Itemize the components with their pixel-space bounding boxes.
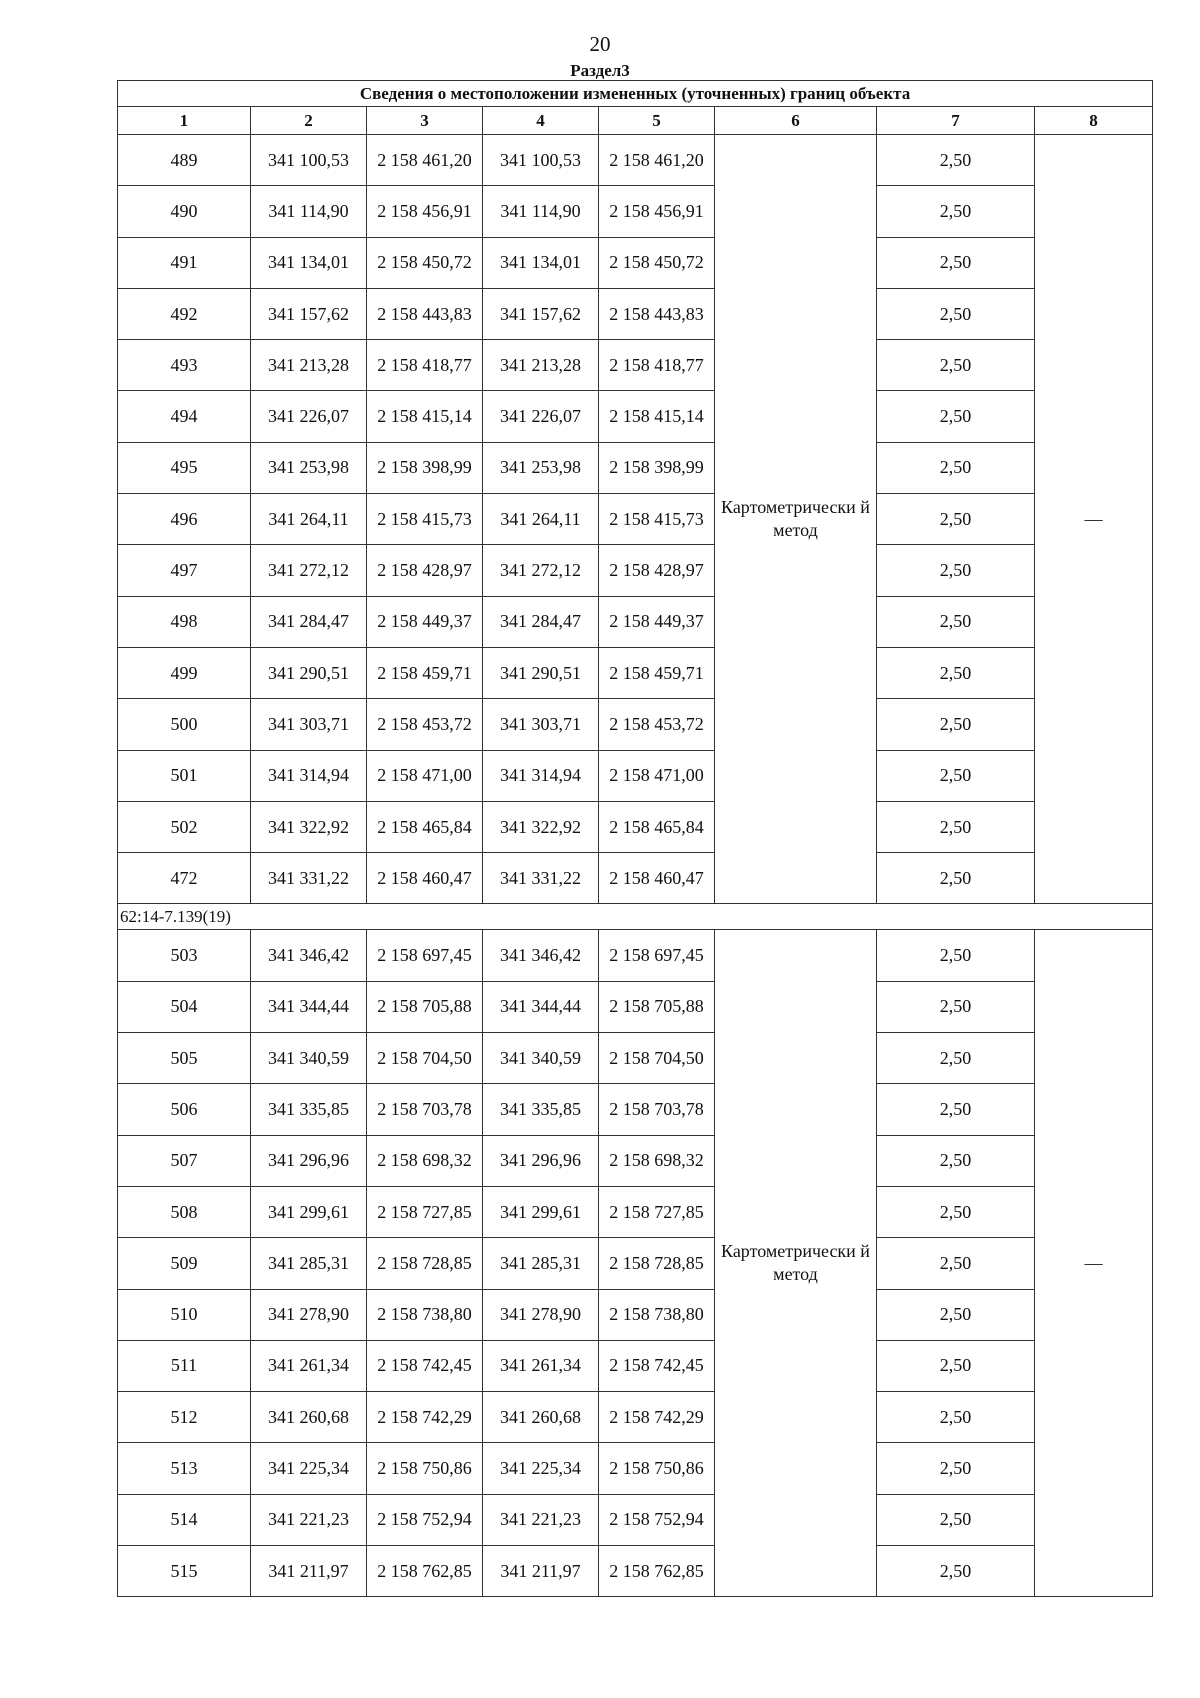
table-row [118,750,1153,801]
point-number: 506 [118,1084,251,1135]
x-old: 341 346,42 [251,930,367,981]
x-old: 341 335,85 [251,1084,367,1135]
x-new: 341 261,34 [483,1340,599,1391]
y-old: 2 158 449,37 [367,596,483,647]
point-number: 497 [118,545,251,596]
y-old: 2 158 752,94 [367,1494,483,1545]
y-new: 2 158 418,77 [599,340,715,391]
column-number: 7 [877,107,1035,135]
point-number: 505 [118,1033,251,1084]
point-number: 500 [118,699,251,750]
x-new: 341 114,90 [483,186,599,237]
y-new: 2 158 750,86 [599,1443,715,1494]
x-old: 341 331,22 [251,853,367,904]
point-number: 492 [118,288,251,339]
point-number: 499 [118,647,251,698]
accuracy-value: 2,50 [877,801,1035,852]
x-new: 341 340,59 [483,1033,599,1084]
method-cell: Картометрически й метод [715,930,877,1597]
point-number: 494 [118,391,251,442]
x-new: 341 226,07 [483,391,599,442]
point-number: 490 [118,186,251,237]
point-number: 513 [118,1443,251,1494]
x-old: 341 299,61 [251,1186,367,1237]
accuracy-value: 2,50 [877,237,1035,288]
column-number: 2 [251,107,367,135]
table-row [118,340,1153,391]
y-new: 2 158 698,32 [599,1135,715,1186]
point-number: 515 [118,1546,251,1597]
x-old: 341 322,92 [251,801,367,852]
column-number: 3 [367,107,483,135]
y-new: 2 158 415,73 [599,494,715,545]
accuracy-value: 2,50 [877,1238,1035,1289]
accuracy-value: 2,50 [877,750,1035,801]
y-old: 2 158 450,72 [367,237,483,288]
x-new: 341 299,61 [483,1186,599,1237]
accuracy-value: 2,50 [877,1084,1035,1135]
y-old: 2 158 742,45 [367,1340,483,1391]
x-old: 341 211,97 [251,1546,367,1597]
x-old: 341 285,31 [251,1238,367,1289]
y-old: 2 158 428,97 [367,545,483,596]
y-old: 2 158 727,85 [367,1186,483,1237]
accuracy-value: 2,50 [877,699,1035,750]
x-new: 341 344,44 [483,981,599,1032]
table-row [118,1186,1153,1237]
point-number: 502 [118,801,251,852]
table-caption: Сведения о местоположении измененных (уточненных) границ объекта [118,81,1153,107]
x-old: 341 344,44 [251,981,367,1032]
accuracy-value: 2,50 [877,391,1035,442]
x-old: 341 226,07 [251,391,367,442]
x-old: 341 260,68 [251,1392,367,1443]
accuracy-value: 2,50 [877,1289,1035,1340]
y-new: 2 158 742,45 [599,1340,715,1391]
y-new: 2 158 450,72 [599,237,715,288]
accuracy-value: 2,50 [877,1033,1035,1084]
y-old: 2 158 698,32 [367,1135,483,1186]
point-number: 511 [118,1340,251,1391]
y-new: 2 158 428,97 [599,545,715,596]
x-new: 341 260,68 [483,1392,599,1443]
y-old: 2 158 728,85 [367,1238,483,1289]
accuracy-value: 2,50 [877,494,1035,545]
accuracy-value: 2,50 [877,1443,1035,1494]
x-old: 341 340,59 [251,1033,367,1084]
note-cell: — [1035,135,1153,904]
y-old: 2 158 465,84 [367,801,483,852]
accuracy-value: 2,50 [877,1340,1035,1391]
point-number: 512 [118,1392,251,1443]
x-new: 341 134,01 [483,237,599,288]
point-number: 514 [118,1494,251,1545]
point-number: 493 [118,340,251,391]
y-new: 2 158 705,88 [599,981,715,1032]
y-new: 2 158 727,85 [599,1186,715,1237]
x-old: 341 303,71 [251,699,367,750]
y-new: 2 158 453,72 [599,699,715,750]
table-row [118,1135,1153,1186]
point-number: 507 [118,1135,251,1186]
y-new: 2 158 742,29 [599,1392,715,1443]
accuracy-value: 2,50 [877,1392,1035,1443]
point-number: 510 [118,1289,251,1340]
table-row [118,1340,1153,1391]
y-old: 2 158 703,78 [367,1084,483,1135]
table-row [118,494,1153,545]
point-number: 472 [118,853,251,904]
x-old: 341 290,51 [251,647,367,698]
accuracy-value: 2,50 [877,288,1035,339]
x-new: 341 346,42 [483,930,599,981]
y-new: 2 158 728,85 [599,1238,715,1289]
accuracy-value: 2,50 [877,930,1035,981]
table-row [118,699,1153,750]
x-new: 341 322,92 [483,801,599,852]
y-new: 2 158 449,37 [599,596,715,647]
y-old: 2 158 697,45 [367,930,483,981]
y-new: 2 158 704,50 [599,1033,715,1084]
y-old: 2 158 705,88 [367,981,483,1032]
table-row [118,1546,1153,1597]
column-number: 1 [118,107,251,135]
point-number: 498 [118,596,251,647]
table-row [118,1084,1153,1135]
x-old: 341 114,90 [251,186,367,237]
x-new: 341 285,31 [483,1238,599,1289]
column-number: 6 [715,107,877,135]
y-new: 2 158 461,20 [599,135,715,186]
x-new: 341 211,97 [483,1546,599,1597]
section-title: Раздел3 [570,61,630,80]
y-new: 2 158 398,99 [599,442,715,493]
y-new: 2 158 752,94 [599,1494,715,1545]
x-old: 341 225,34 [251,1443,367,1494]
x-new: 341 253,98 [483,442,599,493]
table-row [118,1033,1153,1084]
x-old: 341 253,98 [251,442,367,493]
accuracy-value: 2,50 [877,545,1035,596]
accuracy-value: 2,50 [877,1186,1035,1237]
accuracy-value: 2,50 [877,596,1035,647]
y-old: 2 158 415,73 [367,494,483,545]
x-new: 341 284,47 [483,596,599,647]
x-new: 341 290,51 [483,647,599,698]
x-new: 341 296,96 [483,1135,599,1186]
y-new: 2 158 738,80 [599,1289,715,1340]
x-new: 341 225,34 [483,1443,599,1494]
y-old: 2 158 398,99 [367,442,483,493]
x-old: 341 157,62 [251,288,367,339]
x-old: 341 314,94 [251,750,367,801]
x-new: 341 213,28 [483,340,599,391]
column-number-row [118,107,1153,135]
table-row [118,135,1153,186]
y-new: 2 158 762,85 [599,1546,715,1597]
point-number: 508 [118,1186,251,1237]
parcel-header-row [118,904,1153,930]
y-old: 2 158 471,00 [367,750,483,801]
point-number: 504 [118,981,251,1032]
method-cell: Картометрически й метод [715,135,877,904]
column-number: 8 [1035,107,1153,135]
table-row [118,596,1153,647]
accuracy-value: 2,50 [877,340,1035,391]
table-row [118,1289,1153,1340]
point-number: 496 [118,494,251,545]
table-row [118,801,1153,852]
accuracy-value: 2,50 [877,647,1035,698]
boundary-coordinates-table [117,80,1153,1597]
y-new: 2 158 443,83 [599,288,715,339]
table-row [118,1494,1153,1545]
y-old: 2 158 453,72 [367,699,483,750]
y-new: 2 158 471,00 [599,750,715,801]
y-old: 2 158 461,20 [367,135,483,186]
y-new: 2 158 456,91 [599,186,715,237]
x-new: 341 157,62 [483,288,599,339]
x-new: 341 272,12 [483,545,599,596]
accuracy-value: 2,50 [877,1494,1035,1545]
table-row [118,391,1153,442]
point-number: 501 [118,750,251,801]
accuracy-value: 2,50 [877,442,1035,493]
accuracy-value: 2,50 [877,1135,1035,1186]
accuracy-value: 2,50 [877,853,1035,904]
table-row [118,930,1153,981]
x-new: 341 331,22 [483,853,599,904]
y-new: 2 158 465,84 [599,801,715,852]
accuracy-value: 2,50 [877,1546,1035,1597]
point-number: 503 [118,930,251,981]
x-old: 341 134,01 [251,237,367,288]
table-row [118,853,1153,904]
y-old: 2 158 738,80 [367,1289,483,1340]
table-row [118,288,1153,339]
y-old: 2 158 704,50 [367,1033,483,1084]
point-number: 491 [118,237,251,288]
x-old: 341 221,23 [251,1494,367,1545]
table-row [118,442,1153,493]
y-new: 2 158 459,71 [599,647,715,698]
accuracy-value: 2,50 [877,186,1035,237]
table-body [118,135,1153,1597]
point-number: 489 [118,135,251,186]
x-old: 341 100,53 [251,135,367,186]
x-old: 341 278,90 [251,1289,367,1340]
table-row [118,237,1153,288]
page-number: 20 [589,32,611,56]
y-old: 2 158 443,83 [367,288,483,339]
table-row [118,981,1153,1032]
x-old: 341 261,34 [251,1340,367,1391]
x-new: 341 100,53 [483,135,599,186]
column-number: 5 [599,107,715,135]
y-old: 2 158 750,86 [367,1443,483,1494]
column-number: 4 [483,107,599,135]
accuracy-value: 2,50 [877,135,1035,186]
x-old: 341 213,28 [251,340,367,391]
x-new: 341 335,85 [483,1084,599,1135]
y-new: 2 158 697,45 [599,930,715,981]
parcel-number: 62:14-7.139(19) [118,904,1153,930]
table-row [118,186,1153,237]
table-row [118,1392,1153,1443]
y-old: 2 158 456,91 [367,186,483,237]
y-old: 2 158 762,85 [367,1546,483,1597]
y-new: 2 158 460,47 [599,853,715,904]
x-new: 341 314,94 [483,750,599,801]
table-row [118,1443,1153,1494]
x-new: 341 221,23 [483,1494,599,1545]
point-number: 495 [118,442,251,493]
x-new: 341 264,11 [483,494,599,545]
y-old: 2 158 460,47 [367,853,483,904]
y-new: 2 158 703,78 [599,1084,715,1135]
x-old: 341 272,12 [251,545,367,596]
y-new: 2 158 415,14 [599,391,715,442]
y-old: 2 158 459,71 [367,647,483,698]
table-row [118,647,1153,698]
accuracy-value: 2,50 [877,981,1035,1032]
point-number: 509 [118,1238,251,1289]
table-row [118,1238,1153,1289]
y-old: 2 158 415,14 [367,391,483,442]
x-new: 341 278,90 [483,1289,599,1340]
y-old: 2 158 742,29 [367,1392,483,1443]
note-cell: — [1035,930,1153,1597]
x-old: 341 296,96 [251,1135,367,1186]
x-old: 341 284,47 [251,596,367,647]
x-new: 341 303,71 [483,699,599,750]
table-row [118,545,1153,596]
y-old: 2 158 418,77 [367,340,483,391]
x-old: 341 264,11 [251,494,367,545]
